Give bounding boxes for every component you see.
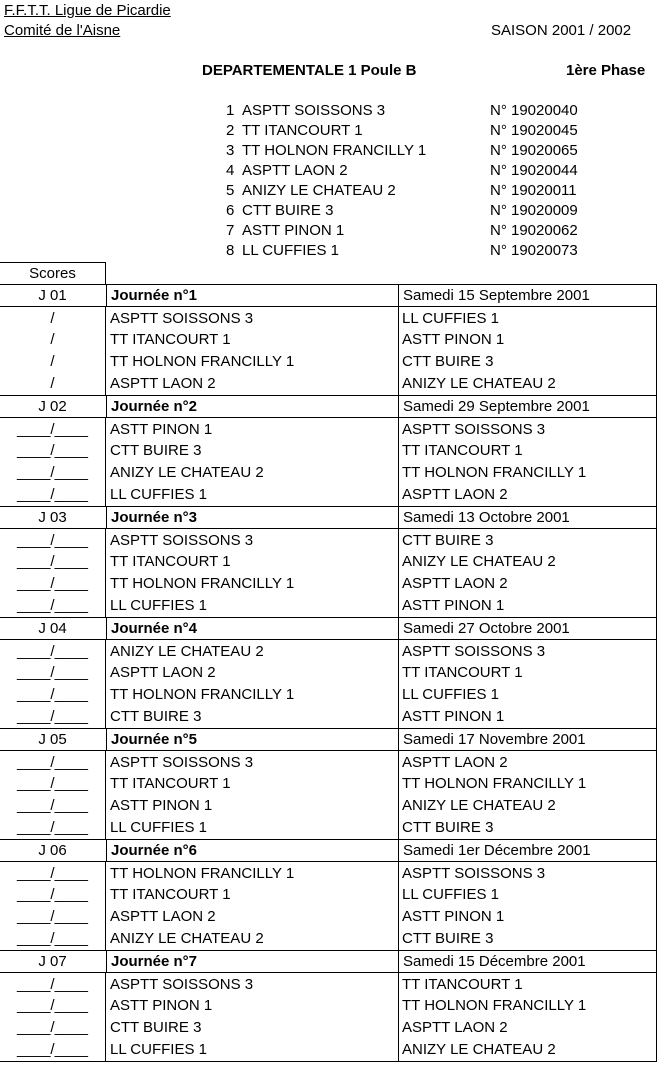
round-header xyxy=(0,728,657,750)
round-header xyxy=(0,284,657,306)
team-number: 6 xyxy=(226,202,235,219)
round-header xyxy=(0,506,657,528)
division-title: DEPARTEMENTALE 1 Poule B xyxy=(202,62,417,79)
home-team: LL CUFFIES 1 xyxy=(110,819,207,836)
away-team: ASPTT LAON 2 xyxy=(402,1019,508,1036)
away-team: LL CUFFIES 1 xyxy=(402,310,499,327)
team-name: LL CUFFIES 1 xyxy=(242,242,339,259)
home-team: TT ITANCOURT 1 xyxy=(110,331,231,348)
score-field[interactable]: ____/____ xyxy=(17,976,88,993)
home-team: CTT BUIRE 3 xyxy=(110,708,202,725)
away-team: ASPTT SOISSONS 3 xyxy=(402,865,546,882)
match-row xyxy=(0,995,657,1017)
score-field[interactable]: ____/____ xyxy=(17,575,88,592)
score-field[interactable]: ____/____ xyxy=(17,1019,88,1036)
round-block xyxy=(0,950,657,1061)
away-team: ANIZY LE CHATEAU 2 xyxy=(402,553,556,570)
team-number: 3 xyxy=(226,142,235,159)
score-field[interactable]: ____/____ xyxy=(17,597,88,614)
team-number: 1 xyxy=(226,102,235,119)
team-row xyxy=(226,242,596,262)
home-team: TT HOLNON FRANCILLY 1 xyxy=(110,865,295,882)
home-team: ASPTT SOISSONS 3 xyxy=(110,310,254,327)
team-registration: N° 19020065 xyxy=(490,142,578,159)
match-row xyxy=(0,551,657,573)
home-team: TT HOLNON FRANCILLY 1 xyxy=(110,353,295,370)
round-code: J 06 xyxy=(38,842,67,859)
score-field[interactable]: ____/____ xyxy=(17,930,88,947)
round-title: Journée n°3 xyxy=(106,507,398,528)
score-field[interactable]: ____/____ xyxy=(17,442,88,459)
round-code: J 07 xyxy=(38,953,67,970)
season-label: SAISON 2001 / 2002 xyxy=(491,22,632,39)
away-team: CTT BUIRE 3 xyxy=(402,532,494,549)
team-row xyxy=(226,222,596,242)
away-team: ASPTT SOISSONS 3 xyxy=(402,643,546,660)
match-row xyxy=(0,640,657,662)
score-field[interactable]: ____/____ xyxy=(17,464,88,481)
match-row xyxy=(0,595,657,617)
team-number: 4 xyxy=(226,162,235,179)
team-row xyxy=(226,202,596,222)
match-row xyxy=(0,817,657,839)
score-field[interactable]: ____/____ xyxy=(17,708,88,725)
team-list xyxy=(226,102,596,262)
home-team: TT HOLNON FRANCILLY 1 xyxy=(110,575,295,592)
match-row xyxy=(0,795,657,817)
away-team: CTT BUIRE 3 xyxy=(402,353,494,370)
home-team: ASPTT SOISSONS 3 xyxy=(110,754,254,771)
schedule-grid xyxy=(0,262,657,1062)
round-matches xyxy=(0,861,657,950)
score-field[interactable]: / xyxy=(50,331,55,348)
home-team: ANIZY LE CHATEAU 2 xyxy=(110,930,264,947)
team-number: 5 xyxy=(226,182,235,199)
match-row xyxy=(0,440,657,462)
round-title: Journée n°6 xyxy=(106,840,398,861)
away-team: TT HOLNON FRANCILLY 1 xyxy=(402,775,587,792)
round-block xyxy=(0,728,657,839)
away-team: ASTT PINON 1 xyxy=(402,597,505,614)
match-row xyxy=(0,773,657,795)
score-field[interactable]: ____/____ xyxy=(17,908,88,925)
round-date: Samedi 29 Septembre 2001 xyxy=(398,396,657,417)
team-registration: N° 19020045 xyxy=(490,122,578,139)
round-block xyxy=(0,506,657,617)
team-row xyxy=(226,122,596,142)
team-registration: N° 19020040 xyxy=(490,102,578,119)
round-block xyxy=(0,395,657,506)
round-matches xyxy=(0,306,657,395)
home-team: CTT BUIRE 3 xyxy=(110,442,202,459)
round-date: Samedi 13 Octobre 2001 xyxy=(398,507,657,528)
away-team: ANIZY LE CHATEAU 2 xyxy=(402,1041,556,1058)
team-row xyxy=(226,142,596,162)
round-date: Samedi 15 Septembre 2001 xyxy=(398,285,657,306)
score-field[interactable]: ____/____ xyxy=(17,686,88,703)
team-number: 2 xyxy=(226,122,235,139)
team-registration: N° 19020062 xyxy=(490,222,578,239)
home-team: ANIZY LE CHATEAU 2 xyxy=(110,643,264,660)
home-team: LL CUFFIES 1 xyxy=(110,1041,207,1058)
score-field[interactable]: ____/____ xyxy=(17,664,88,681)
round-block xyxy=(0,284,657,395)
round-header xyxy=(0,950,657,972)
round-matches xyxy=(0,417,657,506)
match-row xyxy=(0,1017,657,1039)
team-name: TT HOLNON FRANCILLY 1 xyxy=(242,142,427,159)
round-title: Journée n°2 xyxy=(106,396,398,417)
scores-header xyxy=(0,262,657,284)
match-row xyxy=(0,751,657,773)
round-title: Journée n°7 xyxy=(106,951,398,972)
away-team: TT ITANCOURT 1 xyxy=(402,976,523,993)
score-field[interactable]: ____/____ xyxy=(17,819,88,836)
round-code: J 02 xyxy=(38,398,67,415)
score-field[interactable]: ____/____ xyxy=(17,486,88,503)
round-header xyxy=(0,395,657,417)
away-team: TT ITANCOURT 1 xyxy=(402,664,523,681)
away-team: ASPTT LAON 2 xyxy=(402,575,508,592)
team-name: TT ITANCOURT 1 xyxy=(242,122,363,139)
home-team: TT ITANCOURT 1 xyxy=(110,553,231,570)
round-date: Samedi 17 Novembre 2001 xyxy=(398,729,657,750)
grid-bottom-border xyxy=(0,1061,657,1062)
away-team: ASTT PINON 1 xyxy=(402,708,505,725)
match-row xyxy=(0,351,657,373)
round-code: J 04 xyxy=(38,620,67,637)
match-row xyxy=(0,662,657,684)
match-row xyxy=(0,973,657,995)
away-team: ASTT PINON 1 xyxy=(402,331,505,348)
home-team: ASTT PINON 1 xyxy=(110,797,213,814)
away-team: ANIZY LE CHATEAU 2 xyxy=(402,797,556,814)
home-team: ASPTT SOISSONS 3 xyxy=(110,976,254,993)
round-code: J 01 xyxy=(38,287,67,304)
team-number: 7 xyxy=(226,222,235,239)
team-registration: N° 19020044 xyxy=(490,162,578,179)
score-field[interactable]: / xyxy=(50,353,55,370)
score-field[interactable]: ____/____ xyxy=(17,643,88,660)
match-row xyxy=(0,928,657,950)
round-date: Samedi 15 Décembre 2001 xyxy=(398,951,657,972)
match-row xyxy=(0,373,657,395)
team-row xyxy=(226,162,596,182)
team-registration: N° 19020009 xyxy=(490,202,578,219)
match-row xyxy=(0,329,657,351)
match-row xyxy=(0,706,657,728)
team-name: ASPTT LAON 2 xyxy=(242,162,348,179)
team-number: 8 xyxy=(226,242,235,259)
round-matches xyxy=(0,750,657,839)
home-team: ANIZY LE CHATEAU 2 xyxy=(110,464,264,481)
committee-title: Comité de l'Aisne xyxy=(4,22,121,39)
round-code: J 05 xyxy=(38,731,67,748)
score-field[interactable]: ____/____ xyxy=(17,532,88,549)
home-team: TT ITANCOURT 1 xyxy=(110,775,231,792)
phase-label: 1ère Phase xyxy=(566,62,646,79)
match-row xyxy=(0,862,657,884)
round-block xyxy=(0,839,657,950)
score-field[interactable]: ____/____ xyxy=(17,553,88,570)
score-field[interactable]: ____/____ xyxy=(17,754,88,771)
home-team: ASTT PINON 1 xyxy=(110,997,213,1014)
away-team: ASPTT SOISSONS 3 xyxy=(402,421,546,438)
match-row xyxy=(0,462,657,484)
rounds-container xyxy=(0,284,657,1062)
away-team: TT HOLNON FRANCILLY 1 xyxy=(402,997,587,1014)
team-registration: N° 19020073 xyxy=(490,242,578,259)
home-team: ASTT PINON 1 xyxy=(110,421,213,438)
home-team: LL CUFFIES 1 xyxy=(110,486,207,503)
home-team: CTT BUIRE 3 xyxy=(110,1019,202,1036)
away-team: CTT BUIRE 3 xyxy=(402,930,494,947)
home-team: ASPTT LAON 2 xyxy=(110,664,216,681)
away-team: ASPTT LAON 2 xyxy=(402,486,508,503)
home-team: ASPTT SOISSONS 3 xyxy=(110,532,254,549)
round-matches xyxy=(0,972,657,1061)
away-team: TT ITANCOURT 1 xyxy=(402,442,523,459)
away-team: ASTT PINON 1 xyxy=(402,908,505,925)
round-matches xyxy=(0,639,657,728)
round-header xyxy=(0,617,657,639)
score-field[interactable]: ____/____ xyxy=(17,421,88,438)
match-row xyxy=(0,529,657,551)
team-name: ANIZY LE CHATEAU 2 xyxy=(242,182,396,199)
round-title: Journée n°1 xyxy=(106,285,398,306)
federation-title: F.F.T.T. Ligue de Picardie xyxy=(4,2,171,19)
away-team: TT HOLNON FRANCILLY 1 xyxy=(402,464,587,481)
round-matches xyxy=(0,528,657,617)
team-name: CTT BUIRE 3 xyxy=(242,202,334,219)
team-registration: N° 19020011 xyxy=(490,182,577,199)
home-team: ASPTT LAON 2 xyxy=(110,908,216,925)
score-field[interactable]: ____/____ xyxy=(17,797,88,814)
home-team: TT HOLNON FRANCILLY 1 xyxy=(110,686,295,703)
round-title: Journée n°5 xyxy=(106,729,398,750)
score-field[interactable]: ____/____ xyxy=(17,775,88,792)
score-field[interactable]: / xyxy=(50,310,55,327)
round-header xyxy=(0,839,657,861)
match-row xyxy=(0,906,657,928)
home-team: ASPTT LAON 2 xyxy=(110,375,216,392)
team-row xyxy=(226,102,596,122)
scores-label: Scores xyxy=(0,262,106,284)
match-row xyxy=(0,684,657,706)
round-code: J 03 xyxy=(38,509,67,526)
away-team: CTT BUIRE 3 xyxy=(402,819,494,836)
team-name: ASTT PINON 1 xyxy=(242,222,345,239)
round-date: Samedi 27 Octobre 2001 xyxy=(398,618,657,639)
score-field[interactable]: ____/____ xyxy=(17,886,88,903)
match-row xyxy=(0,484,657,506)
away-team: ASPTT LAON 2 xyxy=(402,754,508,771)
score-field[interactable]: ____/____ xyxy=(17,997,88,1014)
round-title: Journée n°4 xyxy=(106,618,398,639)
match-row xyxy=(0,573,657,595)
home-team: LL CUFFIES 1 xyxy=(110,597,207,614)
away-team: LL CUFFIES 1 xyxy=(402,886,499,903)
round-date: Samedi 1er Décembre 2001 xyxy=(398,840,657,861)
score-field[interactable]: ____/____ xyxy=(17,1041,88,1058)
team-name: ASPTT SOISSONS 3 xyxy=(242,102,386,119)
match-row xyxy=(0,1039,657,1061)
home-team: TT ITANCOURT 1 xyxy=(110,886,231,903)
match-row xyxy=(0,884,657,906)
team-row xyxy=(226,182,596,202)
away-team: ANIZY LE CHATEAU 2 xyxy=(402,375,556,392)
round-block xyxy=(0,617,657,728)
match-row xyxy=(0,418,657,440)
score-field[interactable]: / xyxy=(50,375,55,392)
away-team: LL CUFFIES 1 xyxy=(402,686,499,703)
score-field[interactable]: ____/____ xyxy=(17,865,88,882)
match-row xyxy=(0,307,657,329)
